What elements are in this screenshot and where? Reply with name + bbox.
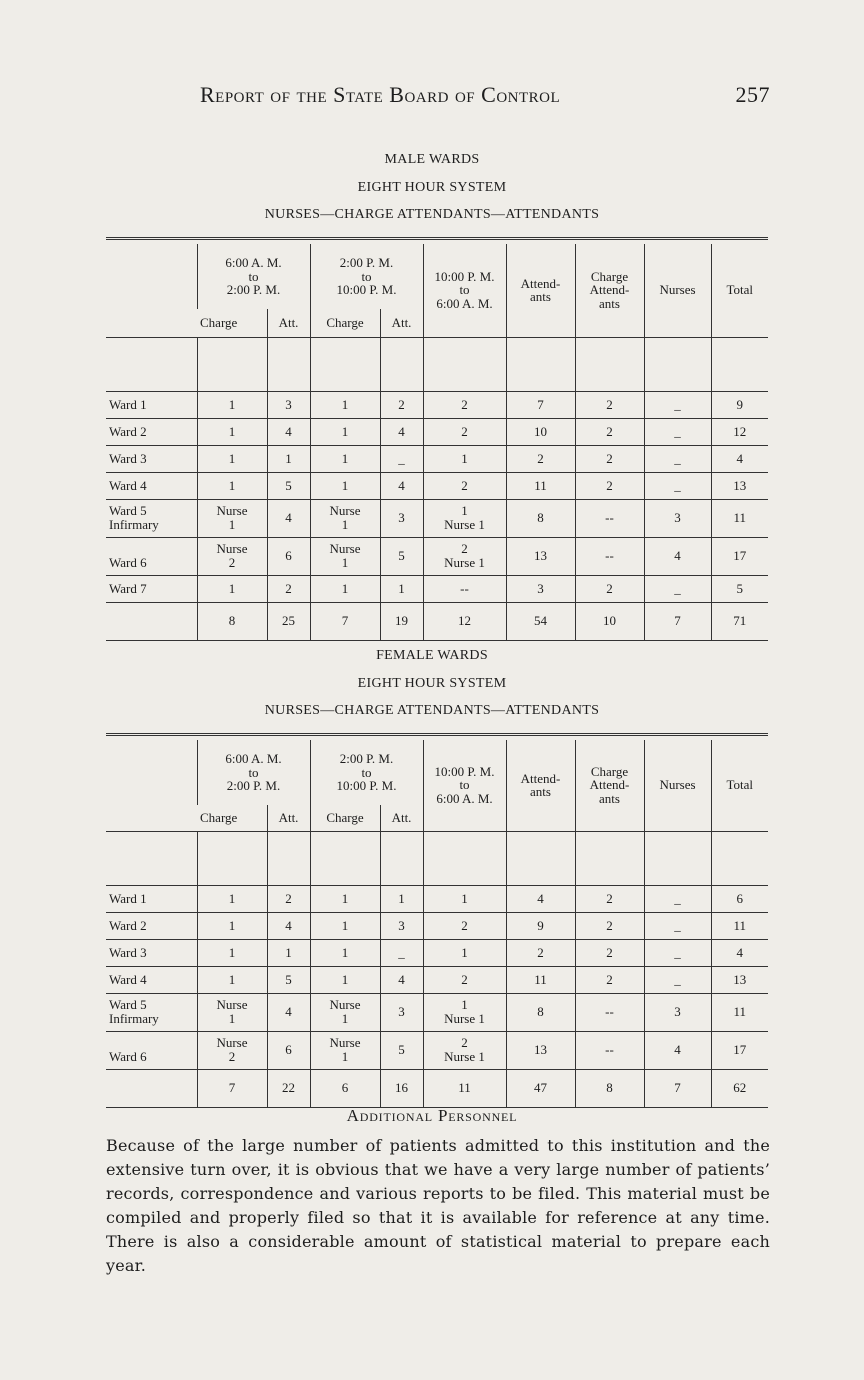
attendants-header: Attend- ants bbox=[506, 740, 575, 831]
shift1-att-cell: 6 bbox=[267, 1031, 310, 1069]
table-row bbox=[106, 499, 768, 537]
charge-attendants-cell: -- bbox=[575, 499, 644, 537]
shift2-charge-cell: 1 bbox=[310, 445, 380, 472]
attendants-cell: 10 bbox=[506, 418, 575, 445]
shift3-cell: 11 bbox=[423, 1069, 506, 1107]
table-row bbox=[106, 391, 768, 418]
spacer-cell bbox=[644, 337, 711, 391]
total-cell: 11 bbox=[711, 912, 768, 939]
shift2-charge-cell: Nurse 1 bbox=[310, 993, 380, 1031]
nurses-cell: _ bbox=[644, 939, 711, 966]
ward-cell: Ward 2 bbox=[106, 912, 197, 939]
attendants-cell: 2 bbox=[506, 939, 575, 966]
charge-attendants-cell: 2 bbox=[575, 966, 644, 993]
total-header: Total bbox=[711, 740, 768, 831]
male-subheading: EIGHT HOUR SYSTEM bbox=[357, 180, 507, 195]
shift1-att-cell: 22 bbox=[267, 1069, 310, 1107]
spacer-cell bbox=[380, 831, 423, 885]
shift2-att-cell: 5 bbox=[380, 1031, 423, 1069]
shift2-att-cell: 1 bbox=[380, 575, 423, 602]
total-cell: 71 bbox=[711, 602, 768, 640]
charge-subheader: Charge bbox=[197, 309, 267, 337]
spacer-cell bbox=[711, 337, 768, 391]
spacer-cell bbox=[267, 337, 310, 391]
total-cell: 11 bbox=[711, 993, 768, 1031]
charge-attendants-cell: 2 bbox=[575, 912, 644, 939]
female-heading: FEMALE WARDS bbox=[376, 648, 488, 663]
spacer-cell bbox=[106, 831, 197, 885]
total-cell: 11 bbox=[711, 499, 768, 537]
shift3-cell: 1 bbox=[423, 445, 506, 472]
shift2-charge-cell: 6 bbox=[310, 1069, 380, 1107]
section-title: Additional Personnel bbox=[346, 1106, 518, 1125]
att-subheader: Att. bbox=[267, 805, 310, 831]
table-row bbox=[106, 966, 768, 993]
ward-column-header bbox=[106, 740, 197, 831]
spacer-cell bbox=[575, 831, 644, 885]
ward-cell: Ward 1 bbox=[106, 391, 197, 418]
female-top-rule bbox=[106, 733, 768, 736]
shift2-charge-cell: 7 bbox=[310, 602, 380, 640]
total-cell: 17 bbox=[711, 1031, 768, 1069]
shift2-att-cell: 3 bbox=[380, 912, 423, 939]
shift1-att-cell: 3 bbox=[267, 391, 310, 418]
shift3-cell: 1 Nurse 1 bbox=[423, 993, 506, 1031]
attendants-cell: 11 bbox=[506, 472, 575, 499]
shift1-charge-cell: 1 bbox=[197, 445, 267, 472]
spacer-cell bbox=[106, 337, 197, 391]
table-row bbox=[106, 472, 768, 499]
shift3-cell: 2 bbox=[423, 418, 506, 445]
charge-attendants-cell: -- bbox=[575, 993, 644, 1031]
shift2-att-cell: 4 bbox=[380, 472, 423, 499]
spacer-cell bbox=[506, 337, 575, 391]
totals-row bbox=[106, 602, 768, 640]
spacer-cell bbox=[197, 337, 267, 391]
ward-cell: Ward 4 bbox=[106, 966, 197, 993]
nurses-cell: _ bbox=[644, 575, 711, 602]
shift2-att-cell: 1 bbox=[380, 885, 423, 912]
shift1-charge-cell: Nurse 1 bbox=[197, 499, 267, 537]
charge-attendants-cell: 8 bbox=[575, 1069, 644, 1107]
spacer-cell bbox=[197, 831, 267, 885]
total-cell: 12 bbox=[711, 418, 768, 445]
nurses-cell: 4 bbox=[644, 1031, 711, 1069]
nurses-cell: _ bbox=[644, 885, 711, 912]
ward-cell: Ward 2 bbox=[106, 418, 197, 445]
shift1-att-cell: 4 bbox=[267, 418, 310, 445]
charge-attendants-cell: 2 bbox=[575, 939, 644, 966]
shift3-cell: 1 Nurse 1 bbox=[423, 499, 506, 537]
total-cell: 4 bbox=[711, 939, 768, 966]
charge-attendants-cell: -- bbox=[575, 1031, 644, 1069]
shift1-charge-cell: 1 bbox=[197, 391, 267, 418]
female-wards-table bbox=[106, 740, 768, 1108]
shift3-cell: 2 bbox=[423, 472, 506, 499]
total-cell: 17 bbox=[711, 537, 768, 575]
attendants-cell: 47 bbox=[506, 1069, 575, 1107]
shift2-header: 2:00 P. M. to 10:00 P. M. bbox=[310, 740, 423, 805]
male-subheading-2: NURSES—CHARGE ATTENDANTS—ATTENDANTS bbox=[264, 207, 600, 222]
page-number: 257 bbox=[735, 82, 770, 107]
spacer-cell bbox=[711, 831, 768, 885]
shift3-cell: 2 Nurse 1 bbox=[423, 1031, 506, 1069]
shift2-charge-cell: Nurse 1 bbox=[310, 1031, 380, 1069]
shift1-header: 6:00 A. M. to 2:00 P. M. bbox=[197, 244, 310, 309]
ward-cell: Ward 5 Infirmary bbox=[106, 499, 197, 537]
ward-cell: Ward 6 bbox=[106, 537, 197, 575]
ward-cell: Ward 3 bbox=[106, 939, 197, 966]
ward-cell: Ward 7 bbox=[106, 575, 197, 602]
spacer-cell bbox=[310, 337, 380, 391]
nurses-cell: 7 bbox=[644, 1069, 711, 1107]
shift1-charge-cell: 1 bbox=[197, 939, 267, 966]
attendants-cell: 54 bbox=[506, 602, 575, 640]
shift1-charge-cell: 1 bbox=[197, 575, 267, 602]
shift2-att-cell: 19 bbox=[380, 602, 423, 640]
shift1-charge-cell: 1 bbox=[197, 418, 267, 445]
male-wards-table bbox=[106, 244, 768, 641]
male-top-rule bbox=[106, 237, 768, 240]
shift2-charge-cell: 1 bbox=[310, 885, 380, 912]
charge-attendants-header: Charge Attend- ants bbox=[575, 244, 644, 337]
nurses-header: Nurses bbox=[644, 740, 711, 831]
nurses-cell: _ bbox=[644, 418, 711, 445]
table-row bbox=[106, 418, 768, 445]
total-cell: 5 bbox=[711, 575, 768, 602]
shift2-charge-cell: 1 bbox=[310, 912, 380, 939]
ward-column-header bbox=[106, 244, 197, 337]
charge-subheader: Charge bbox=[310, 309, 380, 337]
spacer-cell bbox=[575, 337, 644, 391]
shift1-charge-cell: Nurse 2 bbox=[197, 1031, 267, 1069]
spacer-cell bbox=[380, 337, 423, 391]
shift3-header: 10:00 P. M. to 6:00 A. M. bbox=[423, 244, 506, 337]
att-subheader: Att. bbox=[380, 805, 423, 831]
spacer-cell bbox=[310, 831, 380, 885]
nurses-cell: 4 bbox=[644, 537, 711, 575]
charge-attendants-cell: -- bbox=[575, 537, 644, 575]
table-row bbox=[106, 445, 768, 472]
shift2-att-cell: 16 bbox=[380, 1069, 423, 1107]
shift1-att-cell: 5 bbox=[267, 966, 310, 993]
attendants-cell: 2 bbox=[506, 445, 575, 472]
shift1-charge-cell: Nurse 2 bbox=[197, 537, 267, 575]
shift3-cell: 2 Nurse 1 bbox=[423, 537, 506, 575]
shift1-charge-cell: 1 bbox=[197, 966, 267, 993]
spacer-cell bbox=[267, 831, 310, 885]
attendants-cell: 9 bbox=[506, 912, 575, 939]
shift2-charge-cell: 1 bbox=[310, 472, 380, 499]
nurses-cell: _ bbox=[644, 966, 711, 993]
ward-cell: Ward 5 Infirmary bbox=[106, 993, 197, 1031]
charge-attendants-cell: 10 bbox=[575, 602, 644, 640]
female-subheading: EIGHT HOUR SYSTEM bbox=[357, 676, 507, 691]
shift2-att-cell: 5 bbox=[380, 537, 423, 575]
nurses-header: Nurses bbox=[644, 244, 711, 337]
shift3-cell: -- bbox=[423, 575, 506, 602]
shift2-att-cell: 2 bbox=[380, 391, 423, 418]
shift1-charge-cell: 1 bbox=[197, 885, 267, 912]
charge-attendants-cell: 2 bbox=[575, 445, 644, 472]
nurses-cell: 3 bbox=[644, 993, 711, 1031]
table-row bbox=[106, 993, 768, 1031]
shift3-cell: 2 bbox=[423, 391, 506, 418]
shift1-att-cell: 25 bbox=[267, 602, 310, 640]
shift2-att-cell: 4 bbox=[380, 966, 423, 993]
ward-cell: Ward 6 bbox=[106, 1031, 197, 1069]
shift1-att-cell: 6 bbox=[267, 537, 310, 575]
shift1-att-cell: 4 bbox=[267, 993, 310, 1031]
attendants-cell: 13 bbox=[506, 537, 575, 575]
shift1-att-cell: 4 bbox=[267, 912, 310, 939]
table-row bbox=[106, 1031, 768, 1069]
shift1-att-cell: 1 bbox=[267, 445, 310, 472]
nurses-cell: _ bbox=[644, 445, 711, 472]
charge-attendants-header: Charge Attend- ants bbox=[575, 740, 644, 831]
total-cell: 13 bbox=[711, 472, 768, 499]
shift2-att-cell: _ bbox=[380, 939, 423, 966]
nurses-cell: _ bbox=[644, 391, 711, 418]
shift2-charge-cell: 1 bbox=[310, 939, 380, 966]
attendants-cell: 8 bbox=[506, 993, 575, 1031]
shift1-charge-cell: 1 bbox=[197, 472, 267, 499]
charge-attendants-cell: 2 bbox=[575, 575, 644, 602]
shift1-header: 6:00 A. M. to 2:00 P. M. bbox=[197, 740, 310, 805]
shift2-header: 2:00 P. M. to 10:00 P. M. bbox=[310, 244, 423, 309]
attendants-cell: 3 bbox=[506, 575, 575, 602]
shift1-att-cell: 5 bbox=[267, 472, 310, 499]
spacer-cell bbox=[423, 831, 506, 885]
spacer-cell bbox=[644, 831, 711, 885]
nurses-cell: _ bbox=[644, 912, 711, 939]
shift2-att-cell: 3 bbox=[380, 993, 423, 1031]
shift2-att-cell: 4 bbox=[380, 418, 423, 445]
shift2-att-cell: 3 bbox=[380, 499, 423, 537]
total-cell: 9 bbox=[711, 391, 768, 418]
nurses-cell: 3 bbox=[644, 499, 711, 537]
total-cell: 6 bbox=[711, 885, 768, 912]
spacer-row bbox=[106, 831, 768, 885]
charge-subheader: Charge bbox=[310, 805, 380, 831]
nurses-cell: _ bbox=[644, 472, 711, 499]
page-header bbox=[200, 82, 770, 112]
running-title: Report of the State Board of Control bbox=[200, 82, 561, 107]
totals-row bbox=[106, 1069, 768, 1107]
charge-subheader: Charge bbox=[197, 805, 267, 831]
table-row bbox=[106, 575, 768, 602]
att-subheader: Att. bbox=[380, 309, 423, 337]
table-row bbox=[106, 537, 768, 575]
attendants-cell: 7 bbox=[506, 391, 575, 418]
spacer-cell bbox=[423, 337, 506, 391]
shift3-cell: 2 bbox=[423, 966, 506, 993]
shift1-charge-cell: 8 bbox=[197, 602, 267, 640]
female-subheading-2: NURSES—CHARGE ATTENDANTS—ATTENDANTS bbox=[264, 703, 600, 718]
charge-attendants-cell: 2 bbox=[575, 418, 644, 445]
shift3-cell: 1 bbox=[423, 885, 506, 912]
charge-attendants-cell: 2 bbox=[575, 391, 644, 418]
charge-attendants-cell: 2 bbox=[575, 885, 644, 912]
spacer-cell bbox=[506, 831, 575, 885]
body-paragraph: Because of the large number of patients admitted to this institution and the extensive turn over, it is obvious that we have a very large number of patients’ records, correspondence and various reports to be filed. This material must be compiled and properly filed so that it is available for reference at any time. There is also a considerable amount of statistical material to prepare each year. bbox=[106, 1136, 770, 1275]
total-cell: 4 bbox=[711, 445, 768, 472]
spacer-row bbox=[106, 337, 768, 391]
attendants-cell: 8 bbox=[506, 499, 575, 537]
total-cell: 13 bbox=[711, 966, 768, 993]
shift1-charge-cell: 7 bbox=[197, 1069, 267, 1107]
charge-attendants-cell: 2 bbox=[575, 472, 644, 499]
ward-cell: Ward 4 bbox=[106, 472, 197, 499]
total-cell: 62 bbox=[711, 1069, 768, 1107]
att-subheader: Att. bbox=[267, 309, 310, 337]
table-row bbox=[106, 912, 768, 939]
shift1-charge-cell: Nurse 1 bbox=[197, 993, 267, 1031]
shift1-att-cell: 1 bbox=[267, 939, 310, 966]
shift2-charge-cell: 1 bbox=[310, 391, 380, 418]
ward-cell: Ward 1 bbox=[106, 885, 197, 912]
ward-cell bbox=[106, 1069, 197, 1107]
shift3-cell: 2 bbox=[423, 912, 506, 939]
table-row bbox=[106, 939, 768, 966]
shift3-cell: 1 bbox=[423, 939, 506, 966]
shift2-charge-cell: 1 bbox=[310, 575, 380, 602]
shift2-charge-cell: 1 bbox=[310, 966, 380, 993]
male-heading: MALE WARDS bbox=[384, 152, 480, 167]
shift1-att-cell: 2 bbox=[267, 885, 310, 912]
ward-cell: Ward 3 bbox=[106, 445, 197, 472]
attendants-cell: 11 bbox=[506, 966, 575, 993]
shift3-cell: 12 bbox=[423, 602, 506, 640]
attendants-cell: 13 bbox=[506, 1031, 575, 1069]
total-header: Total bbox=[711, 244, 768, 337]
shift2-att-cell: _ bbox=[380, 445, 423, 472]
nurses-cell: 7 bbox=[644, 602, 711, 640]
shift1-att-cell: 2 bbox=[267, 575, 310, 602]
shift1-charge-cell: 1 bbox=[197, 912, 267, 939]
attendants-cell: 4 bbox=[506, 885, 575, 912]
ward-cell bbox=[106, 602, 197, 640]
shift2-charge-cell: Nurse 1 bbox=[310, 499, 380, 537]
table-row bbox=[106, 885, 768, 912]
shift2-charge-cell: Nurse 1 bbox=[310, 537, 380, 575]
attendants-header: Attend- ants bbox=[506, 244, 575, 337]
shift1-att-cell: 4 bbox=[267, 499, 310, 537]
shift2-charge-cell: 1 bbox=[310, 418, 380, 445]
shift3-header: 10:00 P. M. to 6:00 A. M. bbox=[423, 740, 506, 831]
